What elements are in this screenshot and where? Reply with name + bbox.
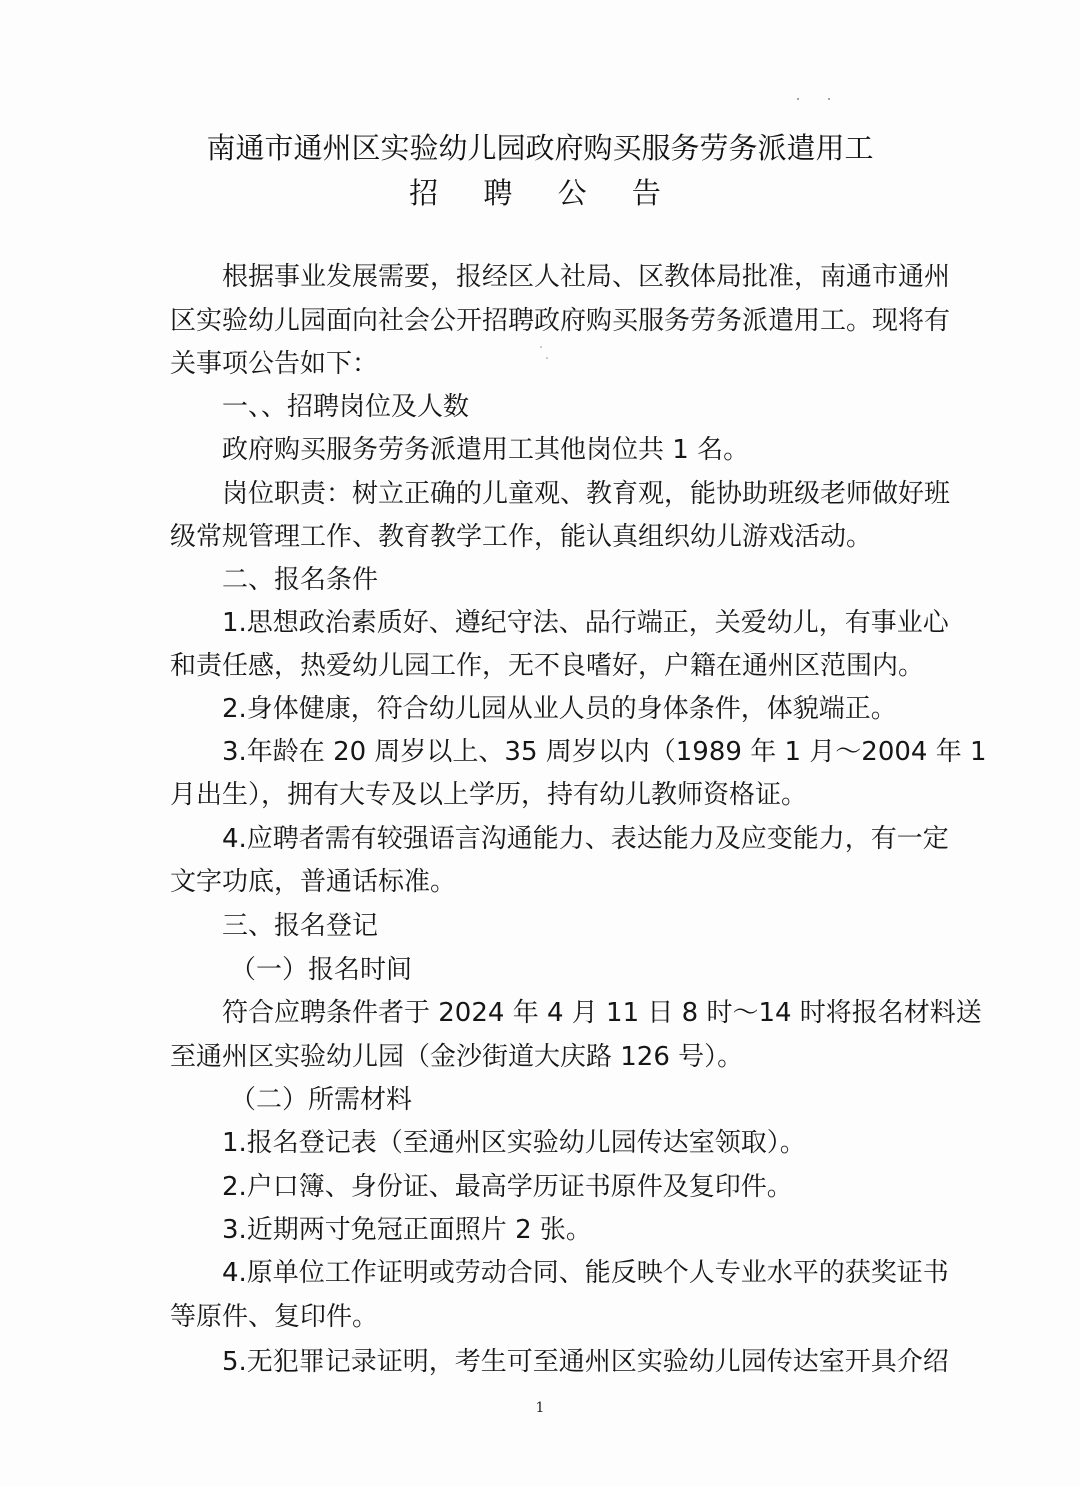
paragraph-line: 4.原单位工作证明或劳动合同、能反映个人专业水平的获奖证书 [222, 1258, 949, 1288]
paragraph-line: 至通州区实验幼儿园（金沙街道大庆路 126 号）。 [170, 1042, 744, 1072]
section-heading: 三、报名登记 [222, 911, 379, 941]
paragraph-line: 根据事业发展需要，报经区人社局、区教体局批准，南通市通州 [222, 262, 951, 292]
paragraph-line: 2.身体健康，符合幼儿园从业人员的身体条件，体貌端正。 [222, 694, 897, 724]
paragraph-line: 符合应聘条件者于 2024 年 4 月 11 日 8 时～14 时将报名材料送 [222, 998, 982, 1028]
section-heading: 二、报名条件 [222, 565, 379, 595]
paragraph-line: 等原件、复印件。 [170, 1302, 379, 1332]
scan-speck [540, 346, 542, 348]
paragraph-line: 岗位职责：树立正确的儿童观、教育观，能协助班级老师做好班 [222, 479, 951, 509]
paragraph-line: 2.户口簿、身份证、最高学历证书原件及复印件。 [222, 1172, 793, 1202]
paragraph-line: 月出生），拥有大专及以上学历，持有幼儿教师资格证。 [170, 780, 808, 810]
paragraph-line: 关事项公告如下： [170, 349, 379, 379]
subsection-heading: （一）报名时间 [230, 955, 413, 985]
paragraph-line: 3.近期两寸免冠正面照片 2 张。 [222, 1215, 592, 1245]
page-number: 1 [535, 1400, 545, 1416]
paragraph-line: 3.年龄在 20 周岁以上、35 周岁以内（1989 年 1 月～2004 年 1 [222, 737, 987, 767]
paragraph-line: 区实验幼儿园面向社会公开招聘政府购买服务劳务派遣用工。现将有 [170, 306, 951, 336]
paragraph-line: 4.应聘者需有较强语言沟通能力、表达能力及应变能力，有一定 [222, 824, 949, 854]
paragraph-line: 1.报名登记表（至通州区实验幼儿园传达室领取）。 [222, 1128, 806, 1158]
section-heading: 一、、招聘岗位及人数 [222, 392, 470, 422]
document-title: 南通市通州区实验幼儿园政府购买服务劳务派遣用工 [206, 131, 874, 165]
scan-speck [797, 98, 799, 100]
scan-speck [546, 357, 548, 359]
paragraph-line: 5.无犯罪记录证明，考生可至通州区实验幼儿园传达室开具介绍 [222, 1347, 949, 1377]
scan-speck [828, 98, 830, 100]
document-subtitle: 招 聘 公 告 [409, 176, 679, 210]
paragraph-line: 1.思想政治素质好、遵纪守法、品行端正，关爱幼儿，有事业心 [222, 608, 949, 638]
paragraph-line: 文字功底，普通话标准。 [170, 867, 457, 897]
paragraph-line: 政府购买服务劳务派遣用工其他岗位共 1 名。 [222, 435, 750, 465]
paragraph-line: 和责任感，热爱幼儿园工作，无不良嗜好，户籍在通州区范围内。 [170, 651, 925, 681]
subsection-heading: （二）所需材料 [230, 1085, 413, 1115]
paragraph-line: 级常规管理工作、教育教学工作，能认真组织幼儿游戏活动。 [170, 522, 873, 552]
